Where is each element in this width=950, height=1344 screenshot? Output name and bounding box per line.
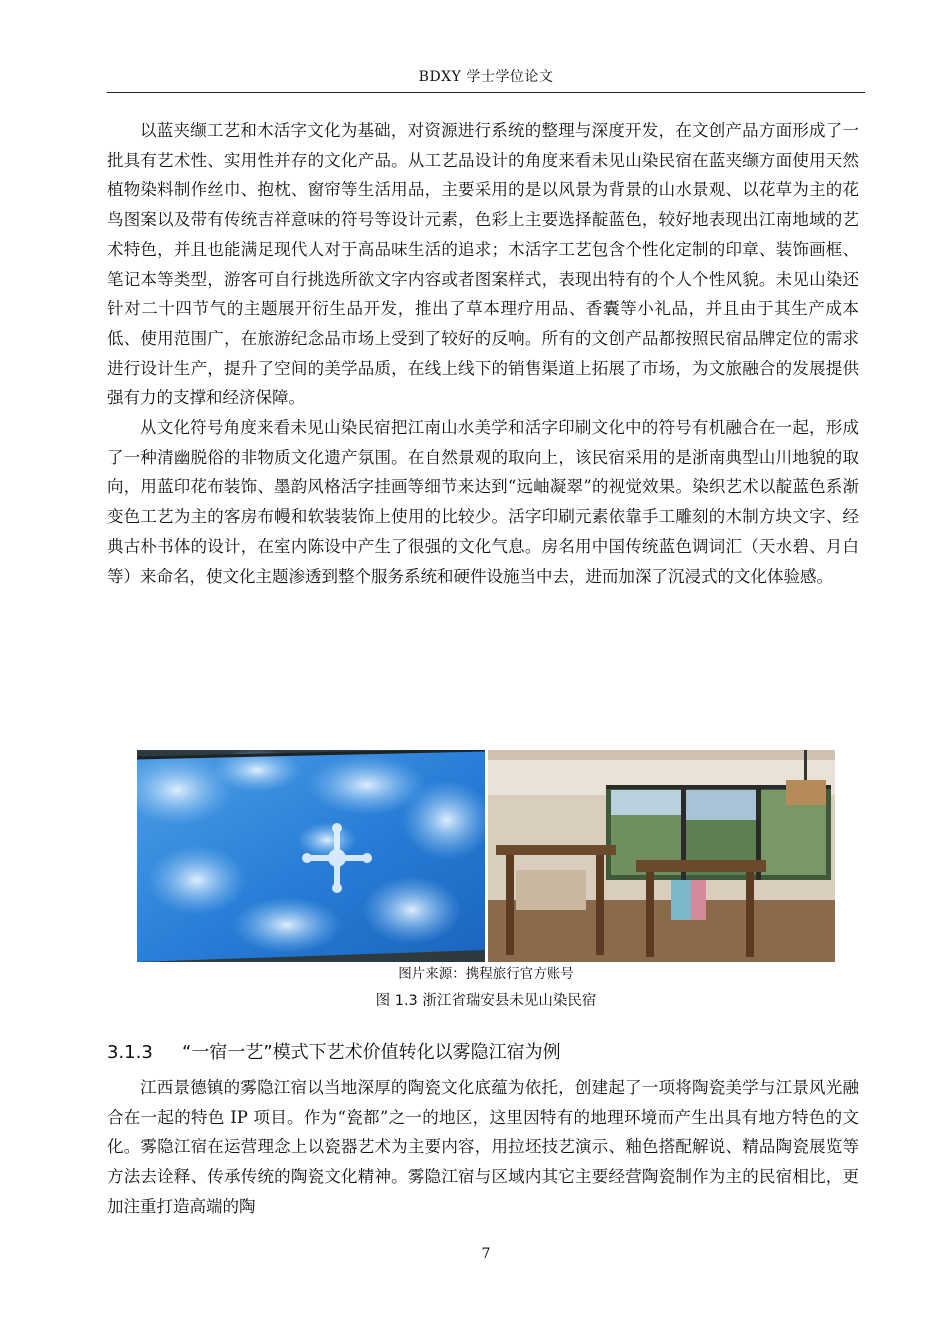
- paragraph: 江西景德镇的雾隐江宿以当地深厚的陶瓷文化底蕴为依托，创建起了一项将陶瓷美学与江景风光融合在一起的特色 IP 项目。作为“瓷都”之一的地区，这里因特有的地理环境而产生出具有地方特色的文化。雾隐江宿在运营理念上以瓷器艺术为主要内容，用拉坯技艺演示、釉色搭配解说、精品陶瓷展览等方法去诠释、传承传统的陶瓷文化精神。雾隐江宿与区域内其它主要经营陶瓷制作为主的民宿相比，更加注重打造高端的陶: [107, 1078, 859, 1216]
- section-number: 3.1.3: [107, 1042, 153, 1063]
- indigo-fabric-photo: [137, 750, 485, 962]
- figure-caption: 图 1.3 浙江省瑞安县未见山染民宿: [375, 993, 597, 1009]
- header-rule: [107, 92, 865, 93]
- section-heading: [107, 1038, 865, 1064]
- paragraph: 以蓝夹缬工艺和木活字文化为基础，对资源进行系统的整理与深度开发，在文创产品方面形成了一批具有艺术性、实用性并存的文化产品。从工艺品设计的角度来看未见山染民宿在蓝夹缬方面使用天然植物染料制作丝巾、抱枕、窗帘等生活用品，主要采用的是以风景为背景的山水景观、以花草为主的花鸟图案以及带有传统吉祥意味的符号等设计元素，色彩上主要选择靛蓝色，较好地表现出江南地域的艺术特色，并且也能满足现代人对于高品味生活的追求；木活字工艺包含个性化定制的印章、装饰画框、笔记本等类型，游客可自行挑选所欲文字内容或者图案样式，表现出特有的个人个性风貌。未见山染还针对二十四节气的主题展开衍生品开发，推出了草本理疗用品、香囊等小礼品，并且由于其生产成本低、使用范围广，在旅游纪念品市场上受到了较好的反响。所有的文创产品都按照民宿品牌定位的需求进行设计生产，提升了空间的美学品质，在线上线下的销售渠道上拓展了市场，为文旅融合的发展提供强有力的支撑和经济保障。: [107, 121, 859, 408]
- paragraph: 从文化符号角度来看未见山染民宿把江南山水美学和活字印刷文化中的符号有机融合在一起，形成了一种清幽脱俗的非物质文化遗产氛围。在自然景观的取向上，该民宿采用的是浙南典型山川地貌的取向，用蓝印花布装饰、墨韵风格活字挂画等细节来达到“远岫凝翠”的视觉效果。染织艺术以靛蓝色系渐变色工艺为主的客房布幔和软装装饰上使用的比较少。活字印刷元素依靠手工雕刻的木制方块文字、经典古朴书体的设计，在室内陈设中产生了很强的文化气息。房名用中国传统蓝色调词汇（天水碧、月白等）来命名，使文化主题渗透到整个服务系统和硬件设施当中去，进而加深了沉浸式的文化体验感。: [107, 418, 859, 586]
- page-number: 7: [481, 1246, 491, 1262]
- figure-source: 图片来源：携程旅行官方账号: [398, 966, 574, 982]
- body-text-section-1: [107, 116, 859, 591]
- figure-1-3: [137, 750, 835, 962]
- body-text-section-2: [107, 1073, 859, 1222]
- loom-room-photo: [486, 750, 835, 962]
- running-header: BDXY 学士学位论文: [418, 69, 554, 85]
- section-title: “一宿一艺”模式下艺术价值转化以雾隐江宿为例: [182, 1042, 561, 1063]
